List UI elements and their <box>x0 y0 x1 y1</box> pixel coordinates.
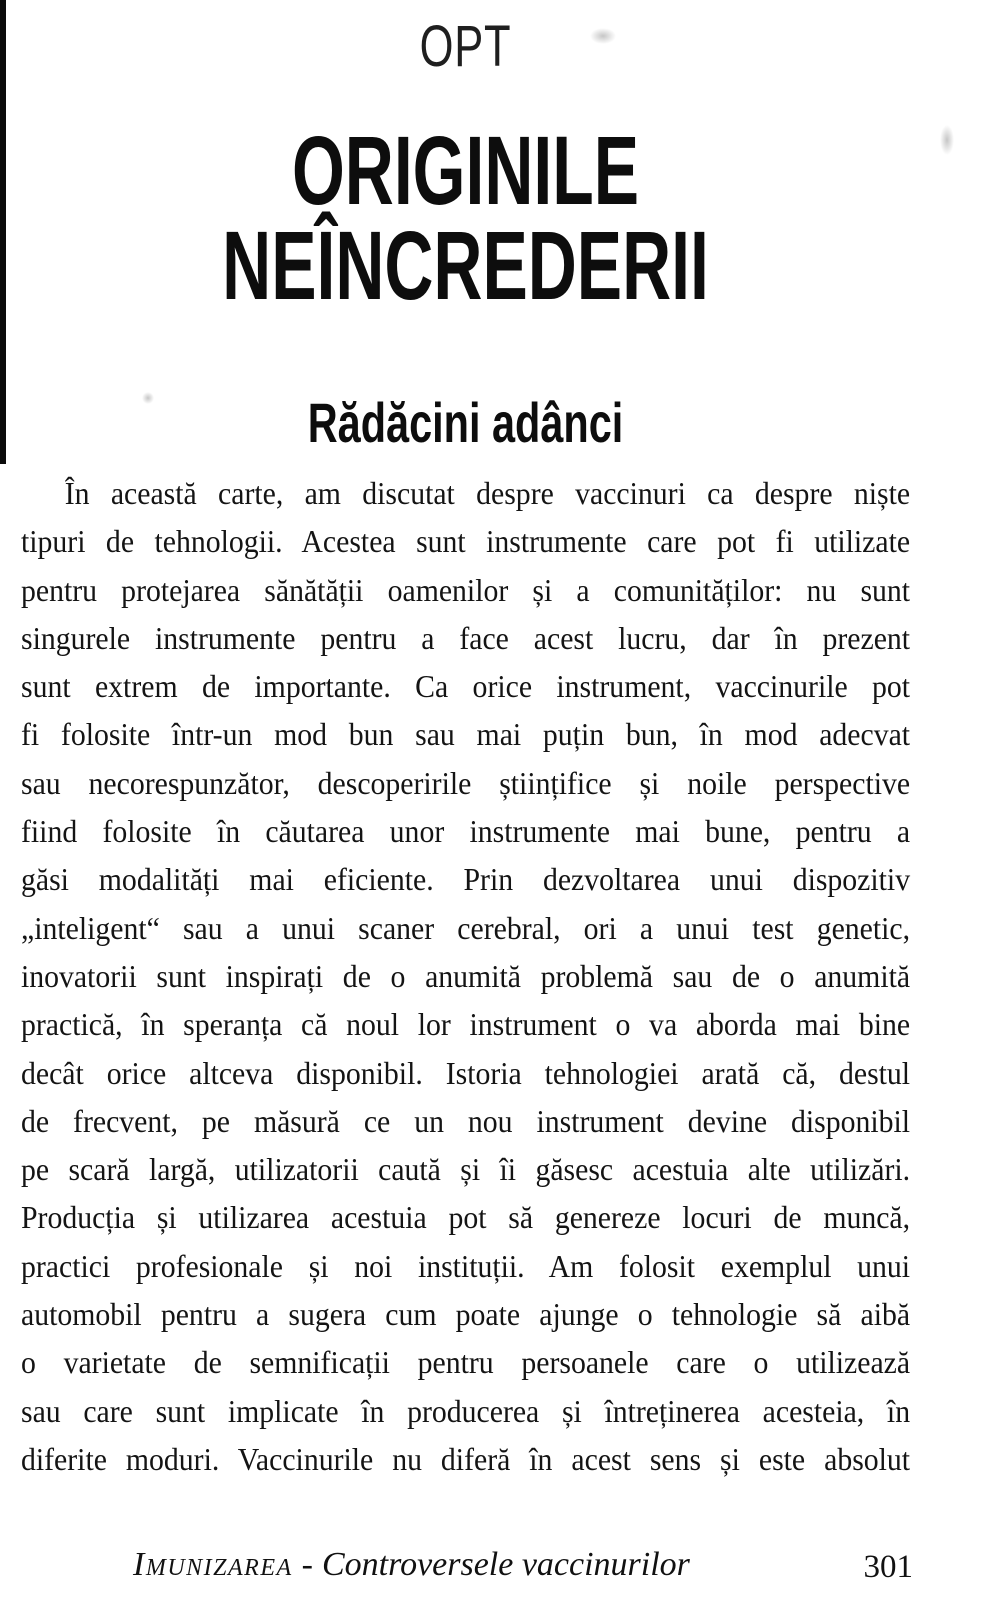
body-line: automobil pentru a sugera cum poate ajunge o tehnologie să aibă <box>21 1296 911 1333</box>
running-title <box>133 1545 690 1585</box>
body-line: diferite moduri. Vaccinurile nu diferă în acest sens și este absolut <box>21 1440 911 1477</box>
body-line: sunt extrem de importante. Ca orice instrument, vaccinurile pot <box>21 668 911 705</box>
body-line: fi folosite într-un mod bun sau mai puțin bun, în mod adecvat <box>21 716 911 753</box>
body-line: pe scară largă, utilizatorii caută și îi găsesc acestuia alte utilizări. <box>21 1151 911 1188</box>
body-line: de frecvent, pe măsură ce un nou instrument devine disponibil <box>21 1102 911 1139</box>
chapter-title-line1: ORIGINILE <box>291 116 640 225</box>
body-line: Producția și utilizarea acestuia pot să genereze locuri de muncă, <box>21 1199 911 1236</box>
body-line: găsi modalități mai eficiente. Prin dezvoltarea unui dispozitiv <box>21 861 911 898</box>
section-heading: Rădăcini adânci <box>307 391 624 454</box>
chapter-title-line2: NEÎNCREDERII <box>222 211 709 320</box>
body-line: sau necorespunzător, descoperirile științifice și noile perspective <box>21 764 911 801</box>
body-line: tipuri de tehnologii. Acestea sunt instrumente care pot fi utilizate <box>21 523 911 560</box>
body-line: pentru protejarea sănătății oamenilor și a comunităților: nu sunt <box>21 571 911 608</box>
book-subtitle: Controversele vaccinurilor <box>321 1546 690 1583</box>
page-number: 301 <box>863 1549 913 1585</box>
chapter-title <box>154 116 776 320</box>
body-paragraph <box>21 469 910 1483</box>
scan-smudge <box>940 125 954 155</box>
body-line: În această carte, am discutat despre vaccinuri ca despre niște <box>64 475 911 511</box>
footer-separator: - <box>301 1546 313 1583</box>
scan-edge-artifact <box>0 0 6 464</box>
body-line: fiind folosite în căutarea unor instrumente mai bune, pentru a <box>21 813 911 850</box>
body-line: o varietate de semnificații pentru persoanele care o utilizează <box>21 1344 911 1381</box>
body-line: decât orice altceva disponibil. Istoria tehnologiei arată că, destul <box>21 1054 911 1091</box>
body-line: practici profesionale și noi instituții. Am folosit exemplul unui <box>21 1247 911 1284</box>
body-line: singurele instrumente pentru a face acest lucru, dar în prezent <box>21 619 911 656</box>
body-line: practică, în speranța că noul lor instrument o va aborda mai bine <box>21 1006 911 1043</box>
body-line: inovatorii sunt inspirați de o anumită problemă sau de o anumită <box>21 957 911 994</box>
chapter-number: OPT <box>419 14 512 79</box>
body-line: sau care sunt implicate în producerea și întreținerea acesteia, în <box>21 1392 911 1429</box>
body-line: „inteligent“ sau a unui scaner cerebral, ori a unui test genetic, <box>21 909 911 946</box>
book-title: Imunizarea <box>133 1546 293 1583</box>
